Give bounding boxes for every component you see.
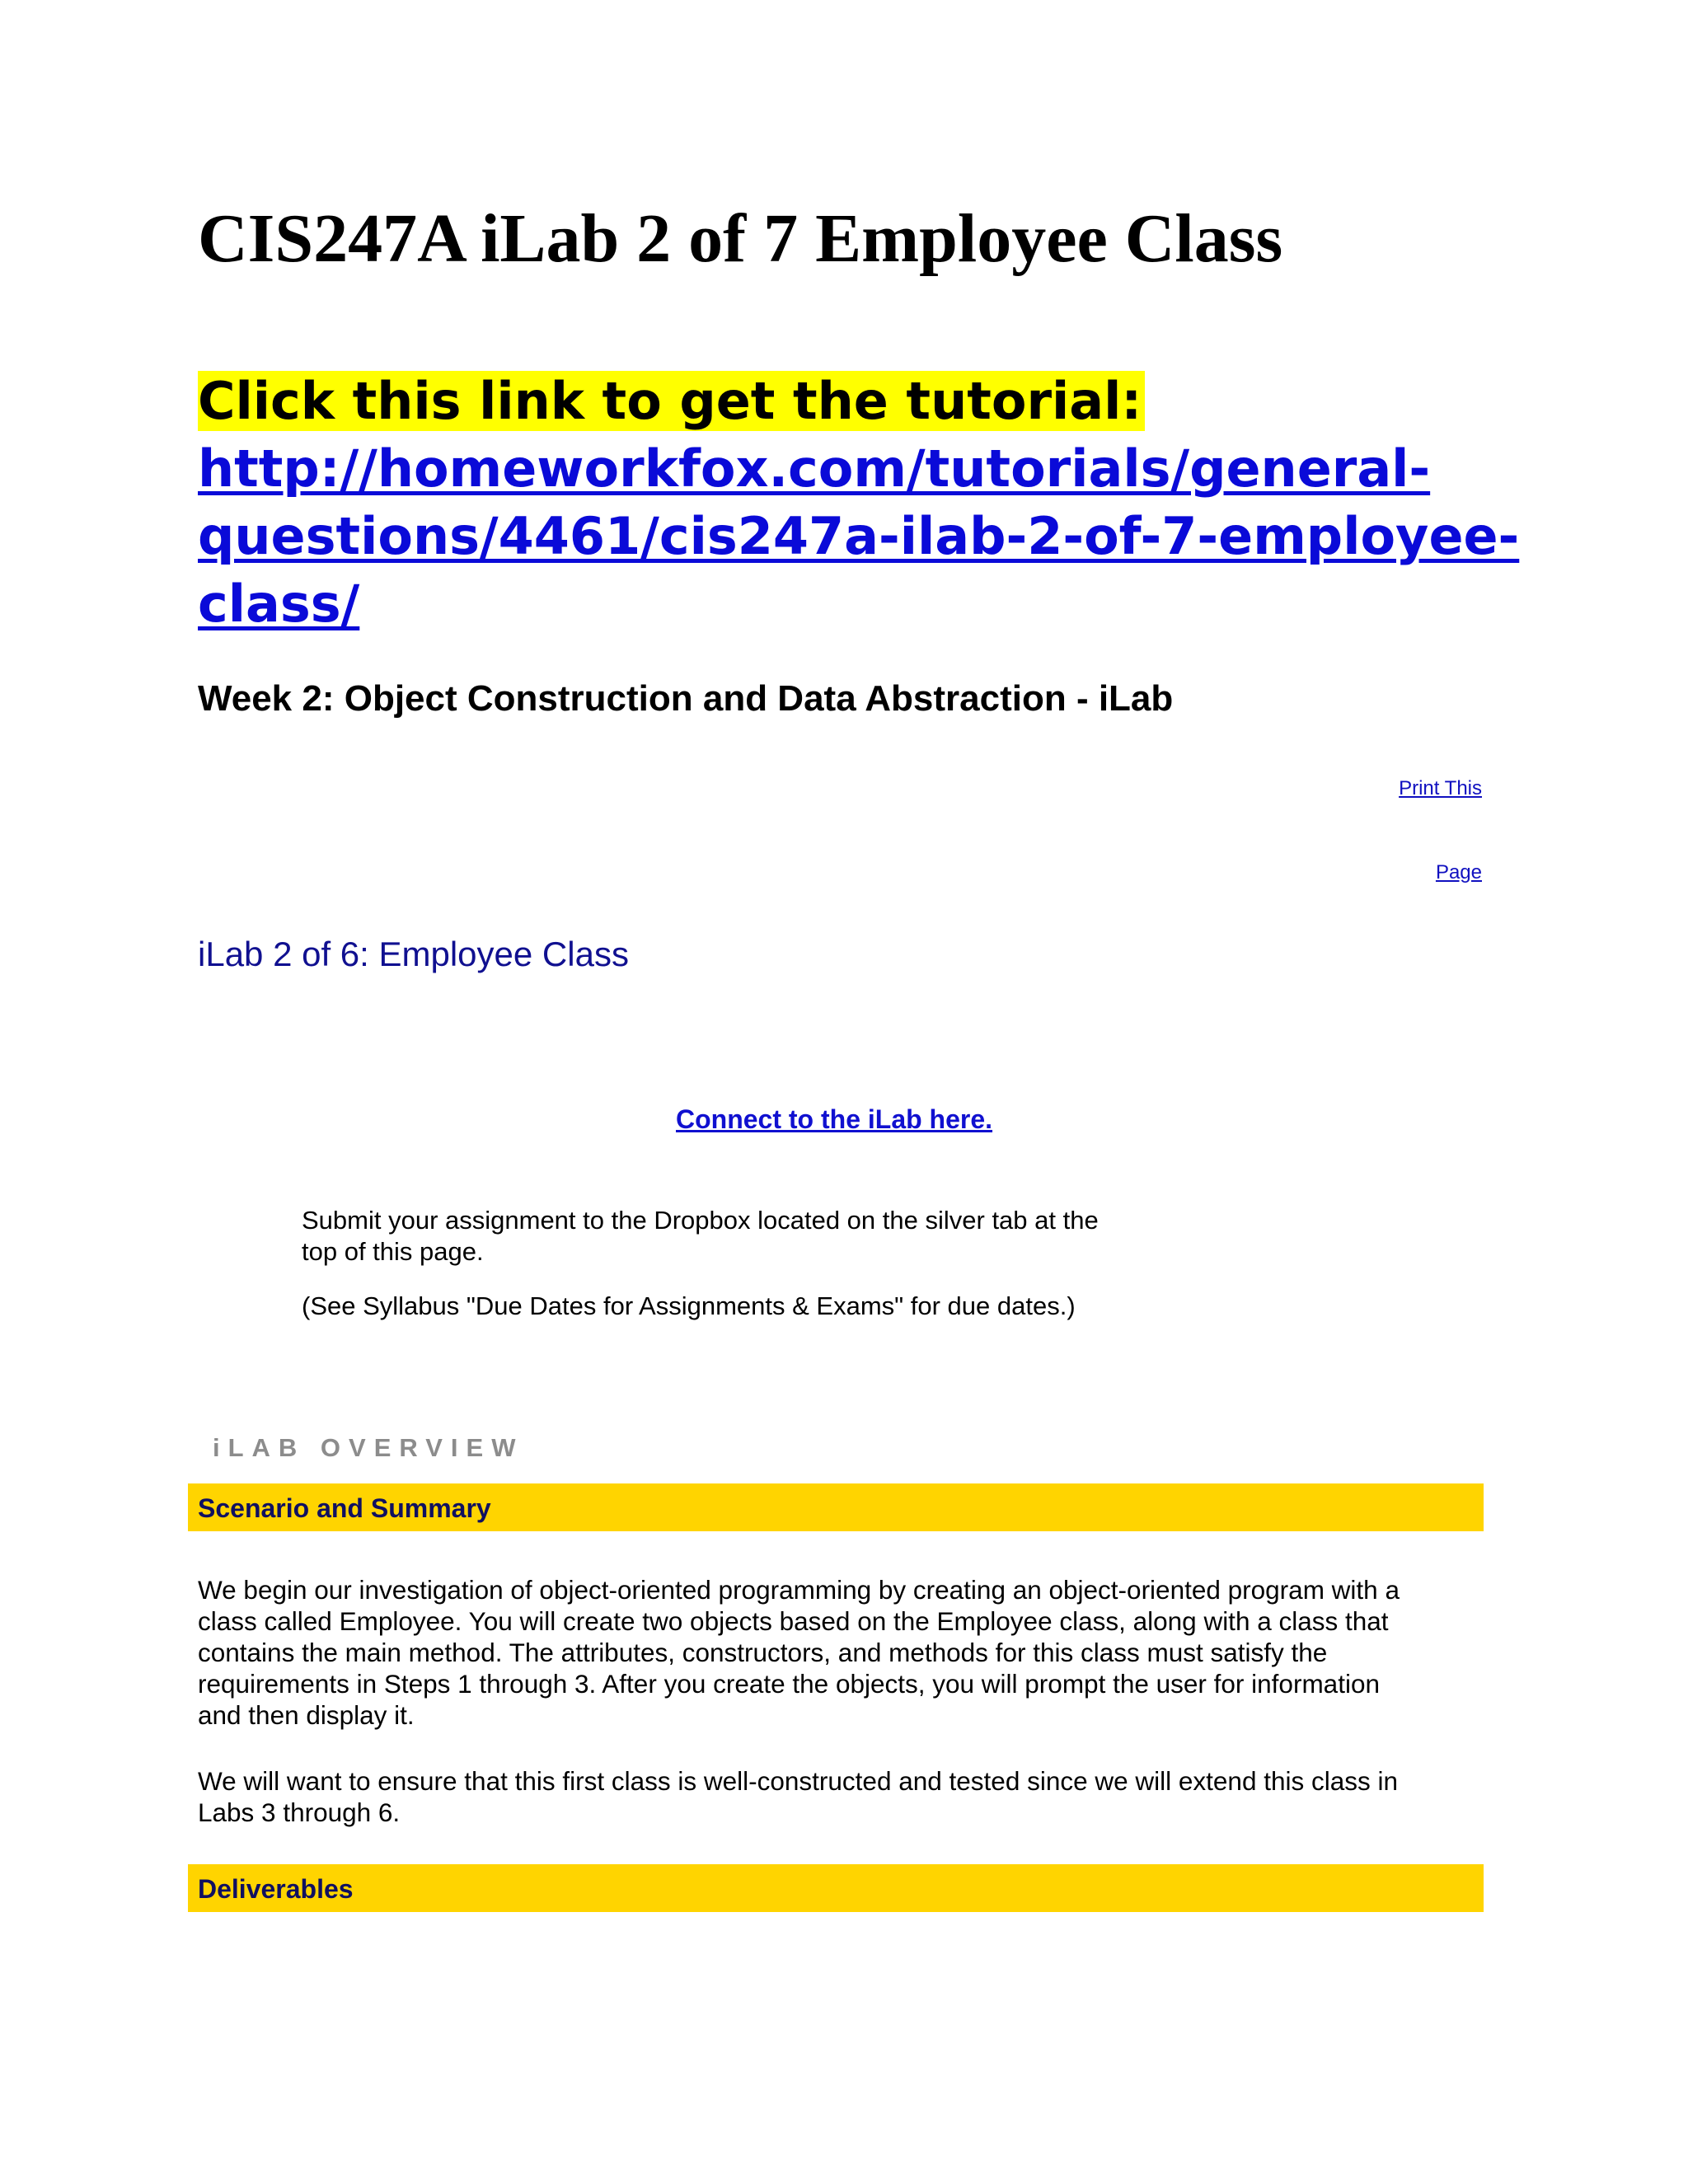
week-heading: Week 2: Object Construction and Data Abstraction - iLab: [198, 678, 1174, 719]
scenario-section-bar: [188, 1483, 1484, 1531]
connect-ilab-link[interactable]: Connect to the iLab here.: [676, 1104, 993, 1134]
scenario-line: contains the main method. The attributes, constructors, and methods for this class must satisfy the: [198, 1638, 1328, 1667]
ilab-title: iLab 2 of 6: Employee Class: [198, 935, 629, 973]
scenario-line: and then display it.: [198, 1700, 415, 1730]
tutorial-block: [198, 368, 1520, 638]
scenario-paragraph-1: [198, 1574, 1484, 1731]
scenario-line: We will want to ensure that this first class is well-constructed and tested since we will extend this class in: [198, 1766, 1399, 1796]
scenario-line: Labs 3 through 6.: [198, 1797, 401, 1827]
tutorial-link-line: questions/4461/cis247a-ilab-2-of-7-employee-: [198, 506, 1520, 566]
scenario-paragraph-2: [198, 1765, 1484, 1828]
scenario-line: class called Employee. You will create two objects based on the Employee class, along with a class that: [198, 1606, 1389, 1636]
scenario-line: We begin our investigation of object-oriented programming by creating an object-oriented program with a: [198, 1575, 1400, 1605]
ilab-overview-label: iLAB OVERVIEW: [213, 1433, 524, 1462]
tutorial-link-line: class/: [198, 574, 360, 634]
print-page-link[interactable]: Page: [1435, 861, 1482, 883]
due-dates-note: (See Syllabus "Due Dates for Assignments & Exams" for due dates.): [302, 1291, 1076, 1320]
print-this-link[interactable]: Print This: [1399, 777, 1482, 799]
scenario-line: requirements in Steps 1 through 3. After you create the objects, you will prompt the user for information: [198, 1669, 1380, 1699]
page-title: CIS247A iLab 2 of 7 Employee Class: [198, 200, 1283, 277]
deliverables-heading: Deliverables: [198, 1874, 354, 1904]
submit-instructions: [302, 1205, 1208, 1322]
tutorial-link[interactable]: [198, 435, 1520, 638]
submit-text: [302, 1205, 1208, 1268]
submit-line: Submit your assignment to the Dropbox located on the silver tab at the: [302, 1206, 1099, 1235]
scenario-heading: Scenario and Summary: [198, 1493, 491, 1523]
tutorial-label: Click this link to get the tutorial:: [198, 371, 1145, 431]
deliverables-section-bar: [188, 1864, 1484, 1912]
submit-line: top of this page.: [302, 1237, 484, 1266]
tutorial-link-line: http://homeworkfox.com/tutorials/general-: [198, 438, 1431, 499]
